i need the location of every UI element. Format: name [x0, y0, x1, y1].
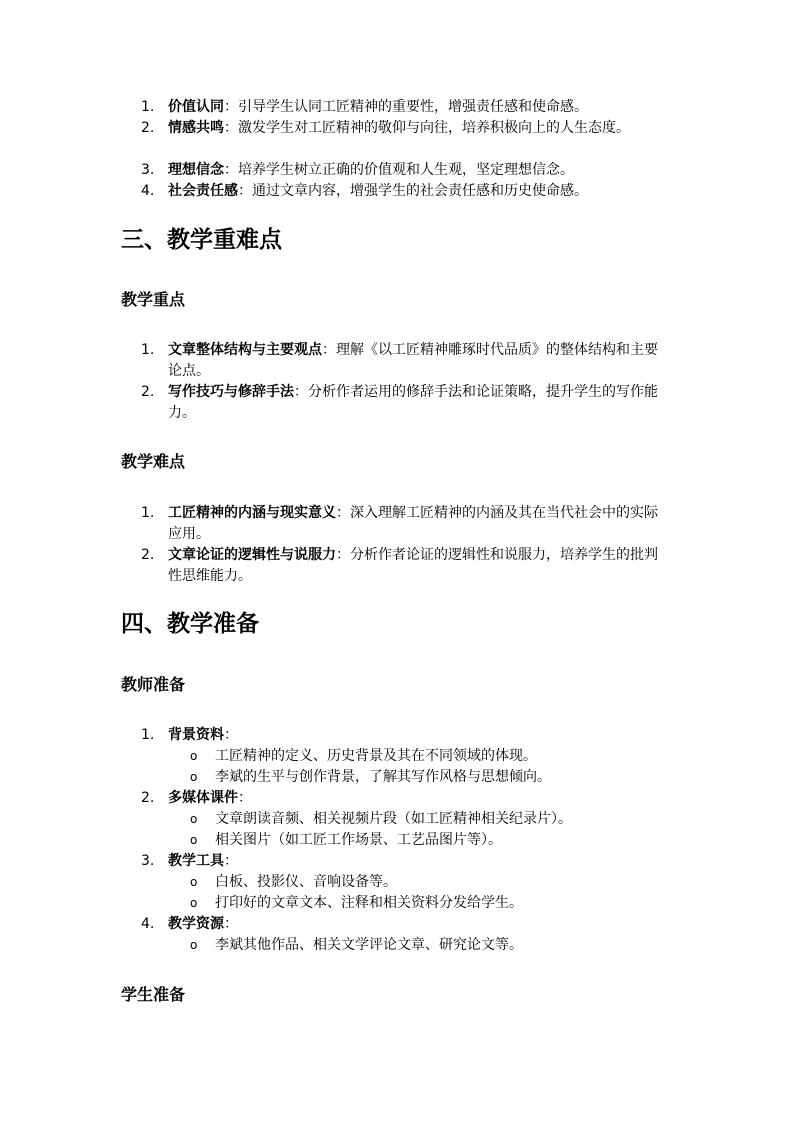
- document-page: 1. 价值认同：引导学生认同工匠精神的重要性，增强责任感和使命感。 2. 情感共鸣：激发学生对工匠精神的敬仰与向往，培养积极向上的人生态度。 3. 理想信念：培养学生树立正确的价值观和人生观，坚定理想信念。 4. 社会责任感：通过文章内容，增强学生的社会责任感和历史使命感。 三、教学重难点 教学重点 1. 文章整体结构与主要观点：理解《以工匠精神雕琢时代品质》的整体结构和主要论点。 2. 写作技巧与修辞手法：分析作者运用的修辞手法和论证策略，提升学生的写作能力。 教学难点 1. 工匠精神的内涵与现实意义：深入理解工匠精神的内涵及其在当代社会中的实际应用。 2. 文章论证的逻辑性与说服力：分析作者论证的逻辑性和说服力，培养学生的批判性思维能力。 四、教学准备 教师准备 1. 背景资料： o 工匠精神的定义、历史背景及其在不同领域的体现。 o 李斌的生平与创作背景，了解其写作风格与思想倾向。 2. 多媒体课件： o 文章朗读音频、相关视频片段（如工匠精神相关纪录片）。 o 相关图片（如工匠工作场景、工艺品图片等）。 3. 教学工具： o 白板、投影仪、音响设备等。 o 打印好的文章文本、注释和相关资料分发给学生。 4. 教学资源： o 李斌其他作品、相关文学评论文章、研究论文等。 学生准备: [121, 99, 658, 1004]
- goal-label: 价值认同: [168, 99, 224, 115]
- bullet-marker: o: [190, 875, 198, 889]
- goal-text: 激发学生对工匠精神的敬仰与向往，培养积极向上的人生态度。: [238, 120, 630, 136]
- subsection-heading: 学生准备: [121, 985, 186, 1004]
- goal-label: 情感共鸣: [168, 120, 224, 136]
- bullet-marker: o: [190, 833, 198, 847]
- bullet-marker: o: [190, 938, 198, 952]
- subsection-heading: 教学重点: [121, 290, 186, 309]
- subsection-heading: 教学难点: [121, 452, 186, 471]
- bullet-marker: o: [190, 812, 198, 826]
- goal-text: 通过文章内容，增强学生的社会责任感和历史使命感。: [252, 183, 588, 199]
- goal-text: 引导学生认同工匠精神的重要性，增强责任感和使命感。: [238, 99, 588, 115]
- section-heading: 三、教学重难点: [121, 227, 282, 253]
- goal-text: 培养学生树立正确的价值观和人生观，坚定理想信念。: [238, 162, 574, 178]
- goal-label: 社会责任感: [168, 183, 238, 199]
- bullet-marker: o: [190, 770, 198, 784]
- bullet-marker: o: [190, 896, 198, 910]
- subsection-heading: 教师准备: [121, 675, 186, 694]
- goal-label: 理想信念: [168, 162, 224, 178]
- section-heading: 四、教学准备: [121, 611, 259, 637]
- bullet-marker: o: [190, 749, 198, 763]
